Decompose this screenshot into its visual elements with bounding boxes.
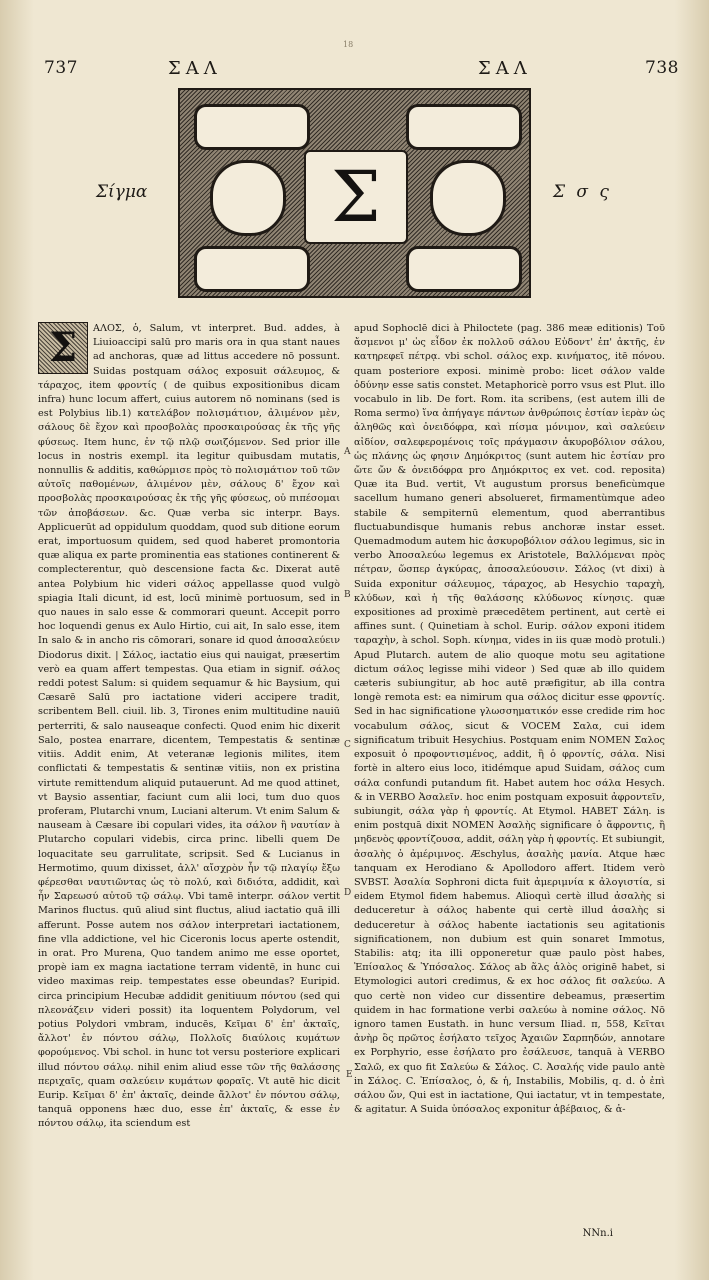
- woodcut-roundel-ornament: [210, 160, 286, 236]
- page-number-left: 737: [44, 58, 78, 78]
- woodcut-scroll-ornament: [406, 104, 522, 150]
- right-column-text: apud Sophoclē dici à Philoctete (pag. 386 meæ editionis) Τοῦ ἄσμενοι μ' ὡς εἶδον ἐκ πολλοῦ σάλου Εὐδοντ' ἐπ' ἀκτῆς, ἐν κατηρεφεῖ πέτρᾳ. vbi schol. σάλος exp. κινήματος, itē πόνου. quam posteriore exposi. minimè probo: licet σάλον valde ὀδύνην esse satis constet. Metaphoricè porro vsus est Plut. illo vocabulo in lib. De fort. Rom. ita scribens, (est autem illi de Roma sermo) ἵνα ἀπήγαγε πάντων ἀνθρώποις ἑστίαν ἱερὰν ὡς ἀληθῶς καὶ ὀνειδόφρα, καὶ πίσμα μόνιμον, καὶ σαλεύειν αἰδίον, σαλεφερομένοις τοῖς πράγμασιν ἀκυροβόλιον σάλου, ὡς πλάνης ὡς φησιν Δημόκριτος (sunt autem hic ἑστίαν pro ὤτε ὤν & ὀνειδόφρα pro Δημόκριτος ex vet. cod. reposita) Quæ ita Bud. vertit, Vt augustum prorsus beneficùmque sacellum humano generi absolueret, firmamentùmque adeo stabile & sempiternū elementum, quod aberrantibus fluctuabundisque humanis rebus anchoræ instar esset. Quemadmodum autem hic ἀσκυροβόλιον σάλου legimus, sic in verbo Ἀποσαλεύω legemus ex Aristotele, Βαλλόμεναι πρὸς πέτραν, ὥσπερ ἀγκύρας, ἀποσαλεύουσιν. Σάλος (vt dixi) à Suida exponitur σάλευμος, τάραχος, ab Hesychio ταραχὴ, κλύδων, καὶ ἡ τῆς θαλάσσης κλύδωνος κίνησις. quæ expositiones ad proximè præcedētem pertinent, aut certè ei affines sunt. ( Quinetiam à schol. Eurip. σάλον exponi itidem ταραχὴν, à schol. Soph. κίνημα, vides in iis quæ modò protuli.) Apud Plutarch. autem de alio quoque motu seu agitatione dictum σάλος legisse mihi videor ) Sed quæ ab illo quidem cæteris subiungitur, ab hoc autē præfigitur, ab illa contra longè remota est: ea nimirum qua σάλος dicitur esse φροντίς. Sed in hac significatione γλωσσηματικόν esse credide rim hoc vocabulum σάλος, sicut & VOCEM Σαλα, cui idem significatum tribuit Hesychius. Postquam enim NOMEN Σαλος exposuit ὁ προφοντισμένος, addit, ἢ ὁ φροντίς, σάλα. Nisi fortè in altero eius loco, itidémque apud Suidam, σάλος cum σάλα confundi putandum fit. Habet autem hoc σάλα Hesych. & in VERBO Ἀσαλεῖν. hoc enim postquam exposuit ἀφροντεῖν, subiungit, σάλα γὰρ ἡ φροντίς. At Etymol. HABET Σάλη. is enim postquā dixit NOMEN Ἀσαλὴς significare ὁ ἄφροντις, ἢ μηδενὸς φροντίζουσα, addit, σάλη γὰρ ἡ φροντίς. Et subiungit, ἀσαλὴς ὁ ἀμέριμνος. Æschylus, ἀσαλὴς μανία. Atque hæc tanquam ex Herodiano & Apollodoro affert. Itidem verò SVBST. Ἀσαλία Sophroni dicta fuit ἀμεριμνία κ ἀλογιστία, si eidem Etymol fidem habemus. Alioquì certè illud ἀσαλὴς si deduceretur à σάλος habente qui certè illud ἀσαλὴς si deduceretur à σάλος habente iactationis seu agitationis significationem, non dubium est quin sonaret Immotus, Stabilis: atq; ita illi opponeretur quæ paulo pòst habes, Ἐπίσαλος & Ὑπόσαλος. Σάλος ab ἅλς ἁλὸς originē habet, si Etymologici autori credimus, & ex hoc σάλος fit σαλεύω. A quo certè non video cur dissentire debeamus, præsertim quidem in hac formatione verbi σαλεύω à nomine σάλος. Nō ignoro tamen Eustath. in hunc versum Iliad. π, 558, Κεῖται ἀνὴρ ὃς πρῶτος ἐσήλατο τεῖχος Ἀχαιῶν Σαρπηδών, annotare ex Porphyrio, esse ἐσήλατο pro ἐσάλευσε, tanquā à VERBO Σαλῶ, ex quo fit Σαλεύω & Σάλος. C. Ἀσαλής vide paulo antè in Σάλος. C. Ἐπίσαλος, ὁ, & ἡ, Instabilis, Mobilis, q. d. ὁ ἐπὶ σάλου ὤν, Qui est in iactatione, Qui iactatur, vt in tempestate, & agitatur. A Suida ὑπόσαλος exponitur ἀβέβαιος, & ἀ-: [354, 323, 665, 1116]
- woodcut-side-label-left: Σίγμα: [96, 182, 148, 202]
- woodcut-scroll-ornament: [194, 104, 310, 150]
- woodcut-center-panel: [304, 150, 408, 244]
- top-mark: 18: [343, 40, 354, 49]
- woodcut-side-label-right: Σ σ ς: [553, 182, 612, 202]
- page-number-right: 738: [645, 58, 679, 78]
- decorated-initial: [38, 322, 88, 374]
- margin-mark: D: [344, 888, 352, 898]
- running-head-right: ΣΑΛ: [478, 58, 532, 79]
- decorated-initial-letter: Σ: [48, 323, 78, 371]
- margin-mark: B: [344, 590, 351, 600]
- page-edge-right: [675, 0, 709, 1280]
- ornamental-woodcut-frame: [178, 88, 531, 298]
- margin-mark: E: [346, 1070, 353, 1080]
- signature-mark: NNn.i: [582, 1228, 613, 1239]
- left-column-text: ΑΛΟΣ, ὁ, Salum, vt interpret. Bud. addes, à Liuioaccipi salū pro maris ora in qua stant naues ad anchoras, quæ ad littus accedere nō possunt. Suidas postquam σάλος exposuit σάλευμος, & τάραχος, item φροντίς ( de quibus expositionibus dicam infra) hunc locum affert, cuius autorem nō nominans (sed is est Polybius lib.1) κατελάβον πολισμάτιον, ἀλιμένον μὲν, σάλους δὲ ἔχον καὶ προσβολὰς προσκαιρούσας ἐκ τῆς γῆς φύσεως. Item hunc, ἐν τῷ πλῷ σωιζόμενον. Sed prior ille locus in nostris exempl. ita legitur quibusdam mutatis, nonnullis & additis, καθώρμισε πρὸς τὸ πολισμάτιον τοῦ τῶν αὐτοῖς παθομένων, ἀλιμένον μὲν, σάλους δ' ἔχον καὶ προσβολὰς προσκαιρούσας ἐκ τῆς γῆς φύσεως, οὐ πιπέσομαι τῶν ἀποβάσεων. &c. Quæ verba sic interpr. Bays. Applicuerūt ad oppidulum quoddam, quod sub ditione eorum erat, importuosum quidem, sed quod haberet promontoria quæ aliqua ex parte prominentia eas stationes continerent & complecterentur, quò descensione facta &c. Dixerat autē antea Polybium hic videri σάλος appellasse quod vulgò spiagia Itali dicunt, id est, locū minimè portuosum, sed in quo naues in salo esse & commorari queunt. Accepit porro hoc loquendi genus ex Aulo Hirtio, cui ait, In salo esse, item In salo & in ancho ris cōmorari, sonare id quod ἀποσαλεύειν Diodorus dixit. | Σάλος, iactatio eius qui nauigat, præsertim verò ea quam affert tempestas. Qua etiam in signif. σάλος reddi potest Salum: si quidem sequamur & hic Baysium, qui Cæsarē Salū pro iactatione videri accipere tradit, scribentem Bell. ciuil. lib. 3, Tirones enim multitudine nauiū perterriti, & salo nauseaque confecti. Quod enim hic dixerit Salo, postea enarrare, dicentem, Tempestatis & sentinæ vitiis. Addit enim, At veteranæ legionis milites, item conflictati & tempestatis & sentinæ vitiis, non ex pristina virtute remittendum aliquid putauerunt. Ad me quod attinet, vt Baysio assentiar, faciunt cum alii loci, tum duo quos proferam, Plutarchi vnum, Luciani alterum. Vt enim Salum & nauseam à Cæsare ibi copulari vides, ita σάλον ἢ ναυτίαν à Plutarcho copulari videbis, circa princ. libelli quem De loquacitate seu garrulitate, scripsit. Sed & Lucianus in Hermotimo, quum dixisset, ἀλλ' αἴσχρὸν ἦν τῷ πλαγίῳ ἔξω φέρεσθαι ναυτιῶντας ὡς τὸ πολύ, καὶ διδιότα, addidit, καὶ ἦν Σαρεωσύ αὐτοῦ τῷ σάλῳ. Vbi tamē interpr. σάλον vertit Marinos fluctus. quū aliud sint fluctus, aliud iactatio quā illi afferunt. Posse autem nos σάλον interpretari iactationem, fine vlla addictione, vel hic Ciceronis locus aperte ostendit, in orat. Pro Murena, Quo tandem animo me esse oportet, propè iam ex magna iactatione terram videntē, in hunc cui video maximas reip. tempestates esse obeundas? Euripid. circa principium Hecubæ addidit genitiuum πόντου (sed qui πλεονάζειν videri possit) ita loquentem Polydorum, vel potius Polydori vmbram, inducēs, Κεῖμαι δ' ἐπ' ἀκταῖς, ἄλλοτ' ἐν πόντου σάλῳ, Πολλοῖς διαύλοις κυμάτων φορούμενος. Vbi schol. in hunc tot versu posteriore explicari illud πόντου σάλῳ. nihil enim aliud esse τῶν τῆς θαλάσσης περιχαῖς, quam σαλεύειν κυμάτων φοραῖς. Vt autē hic dicit Eurip. Κεῖμαι δ' ἐπ' ἀκταῖς, deinde ἄλλοτ' ἐν πόντου σάλῳ, tanquā opponens hæc duo, esse ἐπ' ἀκταῖς, & esse ἐν πόντου σάλῳ, ita sciendum est: [38, 323, 340, 1130]
- running-head-left: ΣΑΛ: [168, 58, 222, 79]
- margin-mark: A: [344, 447, 351, 457]
- woodcut-roundel-ornament: [430, 160, 506, 236]
- margin-mark: C: [344, 740, 351, 750]
- text-column-left: [38, 322, 340, 1198]
- woodcut-scroll-ornament: [406, 246, 522, 292]
- woodcut-letter: Σ: [331, 156, 381, 238]
- text-column-right: [354, 322, 665, 1220]
- page-edge-left: [0, 0, 34, 1280]
- woodcut-scroll-ornament: [194, 246, 310, 292]
